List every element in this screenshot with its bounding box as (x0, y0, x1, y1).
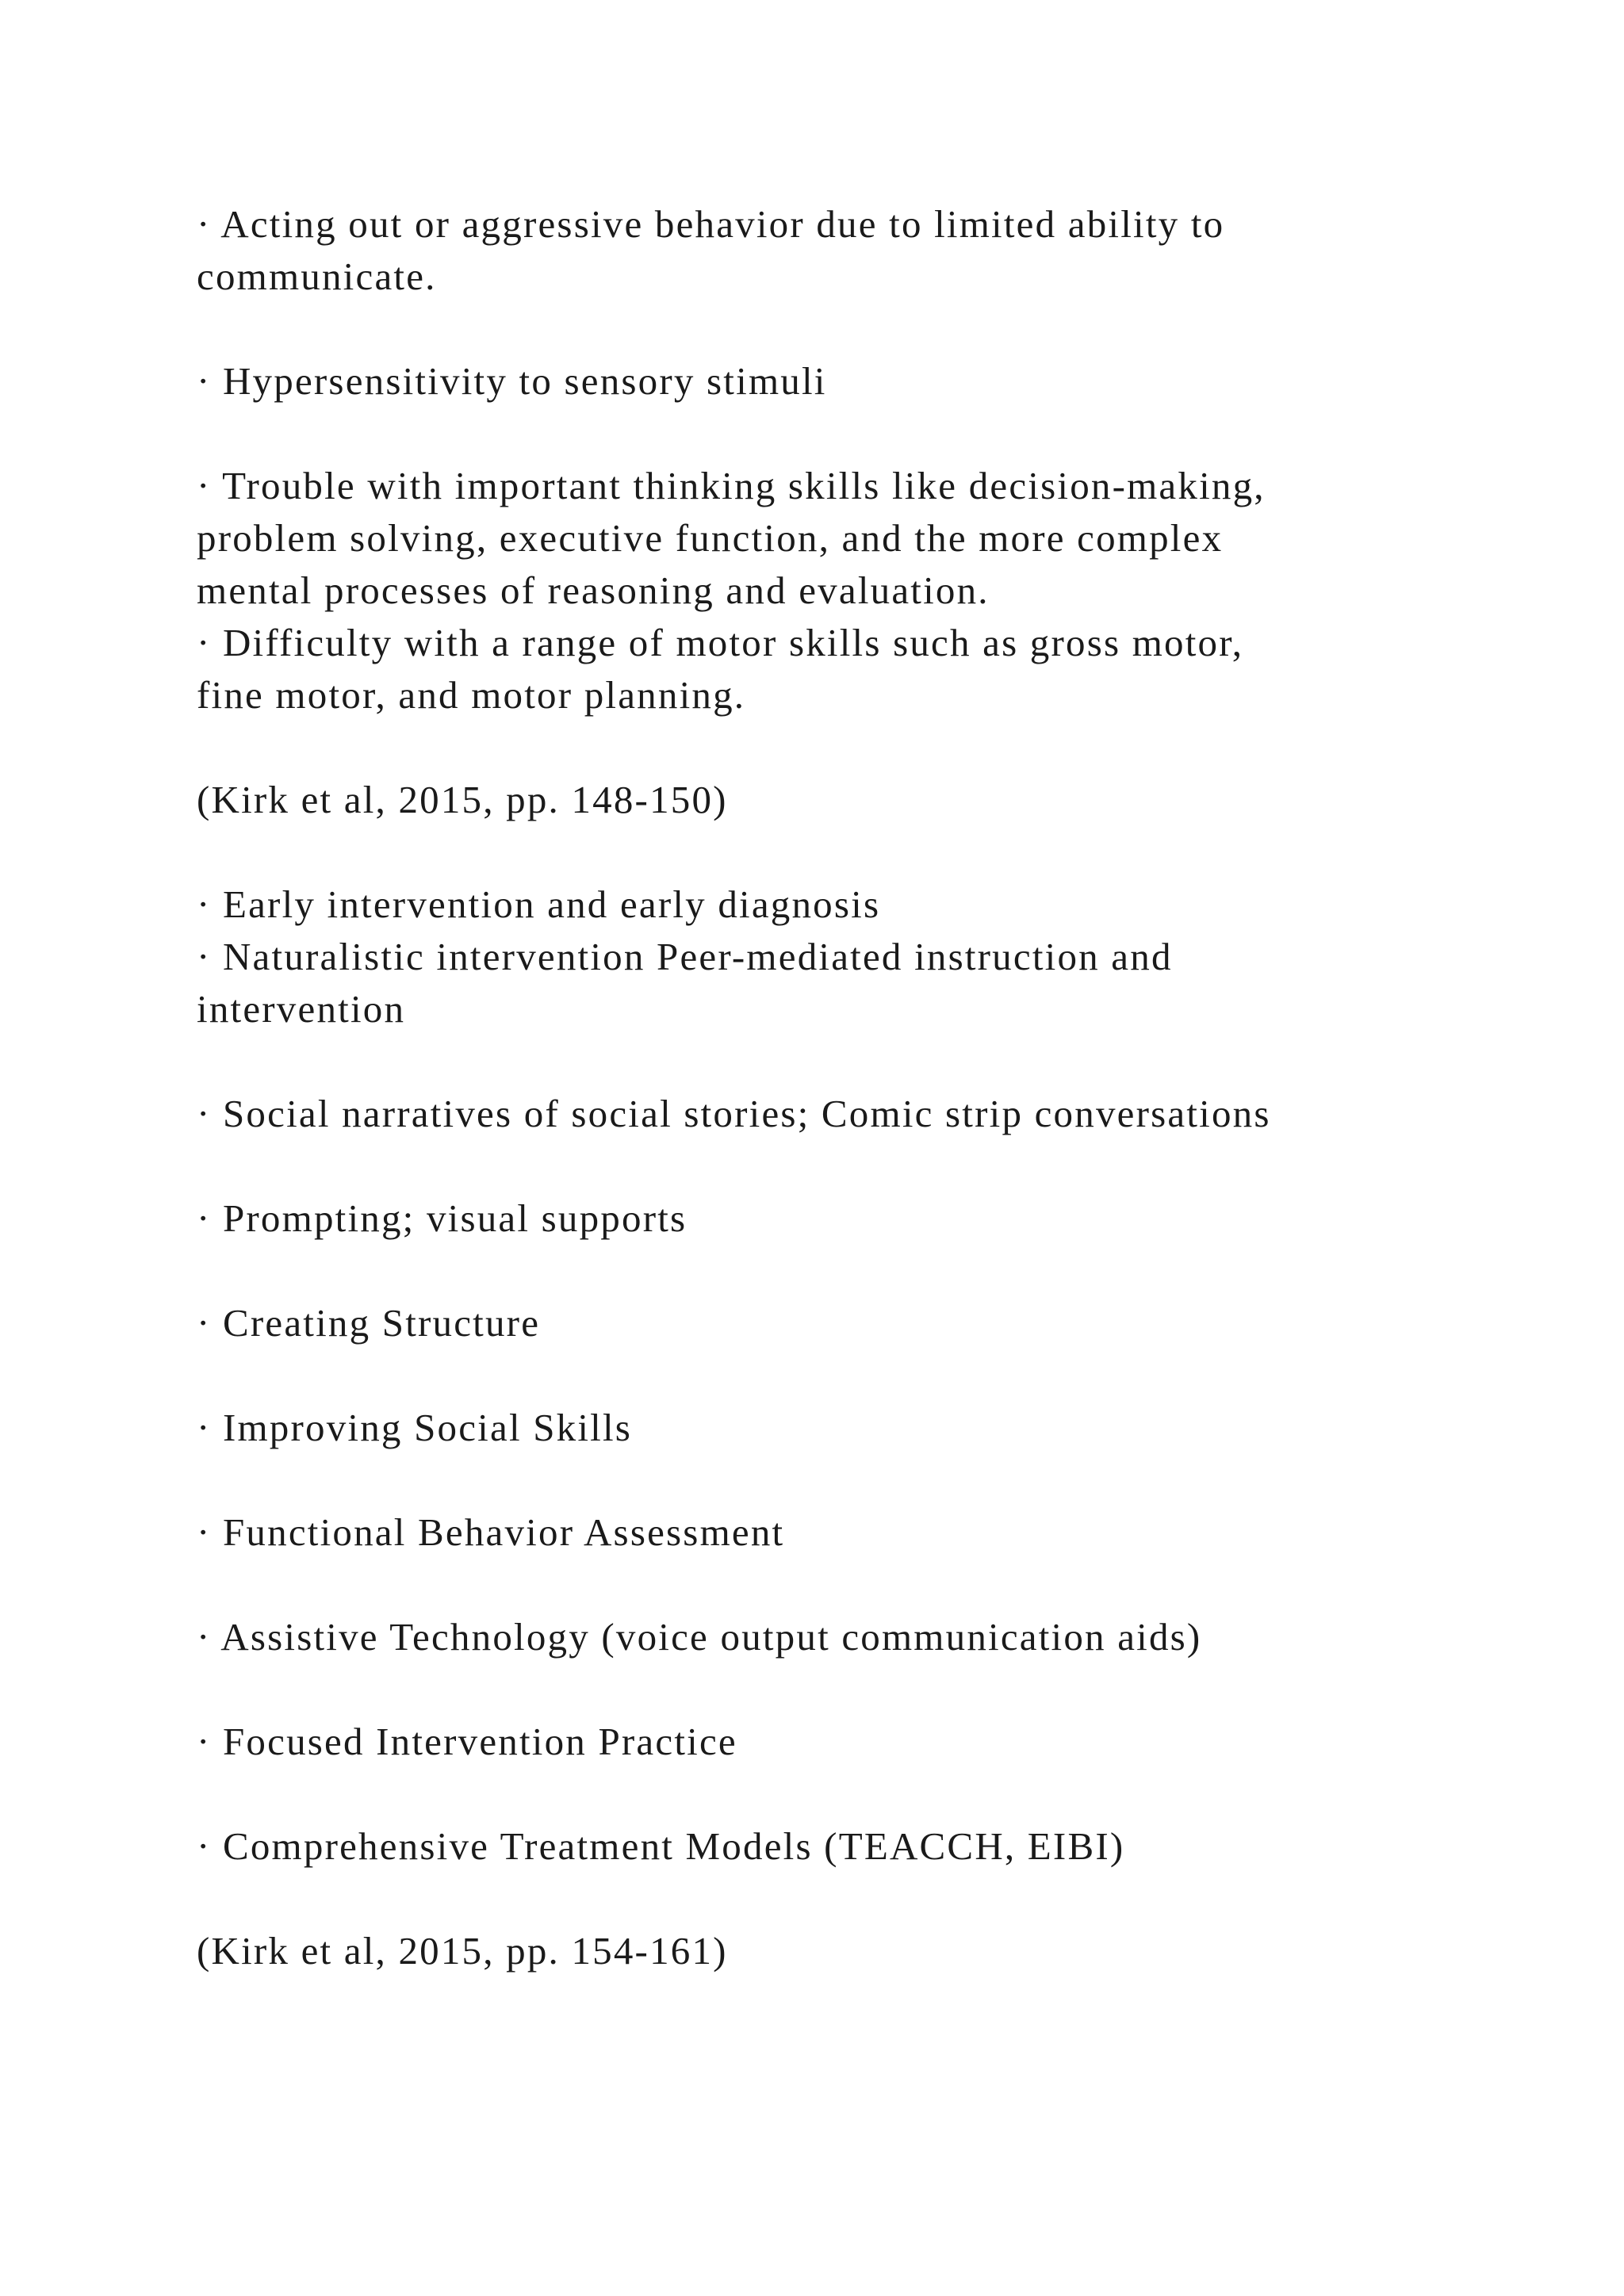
text-line: · Creating Structure (197, 1301, 541, 1345)
text-line: problem solving, executive function, and the more complex (197, 516, 1224, 560)
paragraph-social-narratives (197, 1088, 1561, 1140)
text-line: · Hypersensitivity to sensory stimuli (197, 359, 827, 403)
paragraph-hypersensitivity (197, 355, 1561, 408)
paragraph-acting-out (197, 198, 1561, 303)
text-line: · Assistive Technology (voice output communication aids) (197, 1615, 1202, 1659)
text-line: · Acting out or aggressive behavior due to limited ability to (197, 202, 1225, 246)
paragraph-fba (197, 1506, 1561, 1559)
text-line: · Social narratives of social stories; Comic strip conversations (197, 1092, 1271, 1135)
text-line: · Trouble with important thinking skills like decision-making, (197, 464, 1266, 507)
text-line: · Difficulty with a range of motor skills such as gross motor, (197, 621, 1244, 664)
paragraph-prompting (197, 1192, 1561, 1245)
text-line: · Early intervention and early diagnosis (197, 882, 881, 926)
citation-text: (Kirk et al, 2015, pp. 148-150) (197, 778, 728, 821)
citation-text: (Kirk et al, 2015, pp. 154-161) (197, 1929, 728, 1973)
paragraph-focused-intervention (197, 1716, 1561, 1768)
citation-1 (197, 774, 1561, 826)
text-line: · Functional Behavior Assessment (197, 1510, 785, 1554)
text-line: · Focused Intervention Practice (197, 1720, 737, 1763)
text-line: · Improving Social Skills (197, 1406, 633, 1449)
paragraph-treatment-models (197, 1820, 1561, 1873)
text-line: communicate. (197, 254, 437, 298)
paragraph-thinking-skills (197, 460, 1561, 721)
paragraph-early-intervention (197, 878, 1561, 1035)
paragraph-creating-structure (197, 1297, 1561, 1349)
paragraph-social-skills (197, 1402, 1561, 1454)
text-line: mental processes of reasoning and evaluation. (197, 568, 990, 612)
text-line: · Prompting; visual supports (197, 1196, 688, 1240)
text-line: · Comprehensive Treatment Models (TEACCH, EIBI) (197, 1824, 1125, 1868)
text-line: · Naturalistic intervention Peer-mediated instruction and (197, 935, 1173, 978)
text-line: fine motor, and motor planning. (197, 673, 746, 717)
citation-2 (197, 1925, 1561, 1977)
text-line: intervention (197, 987, 406, 1031)
paragraph-assistive-technology (197, 1611, 1561, 1663)
